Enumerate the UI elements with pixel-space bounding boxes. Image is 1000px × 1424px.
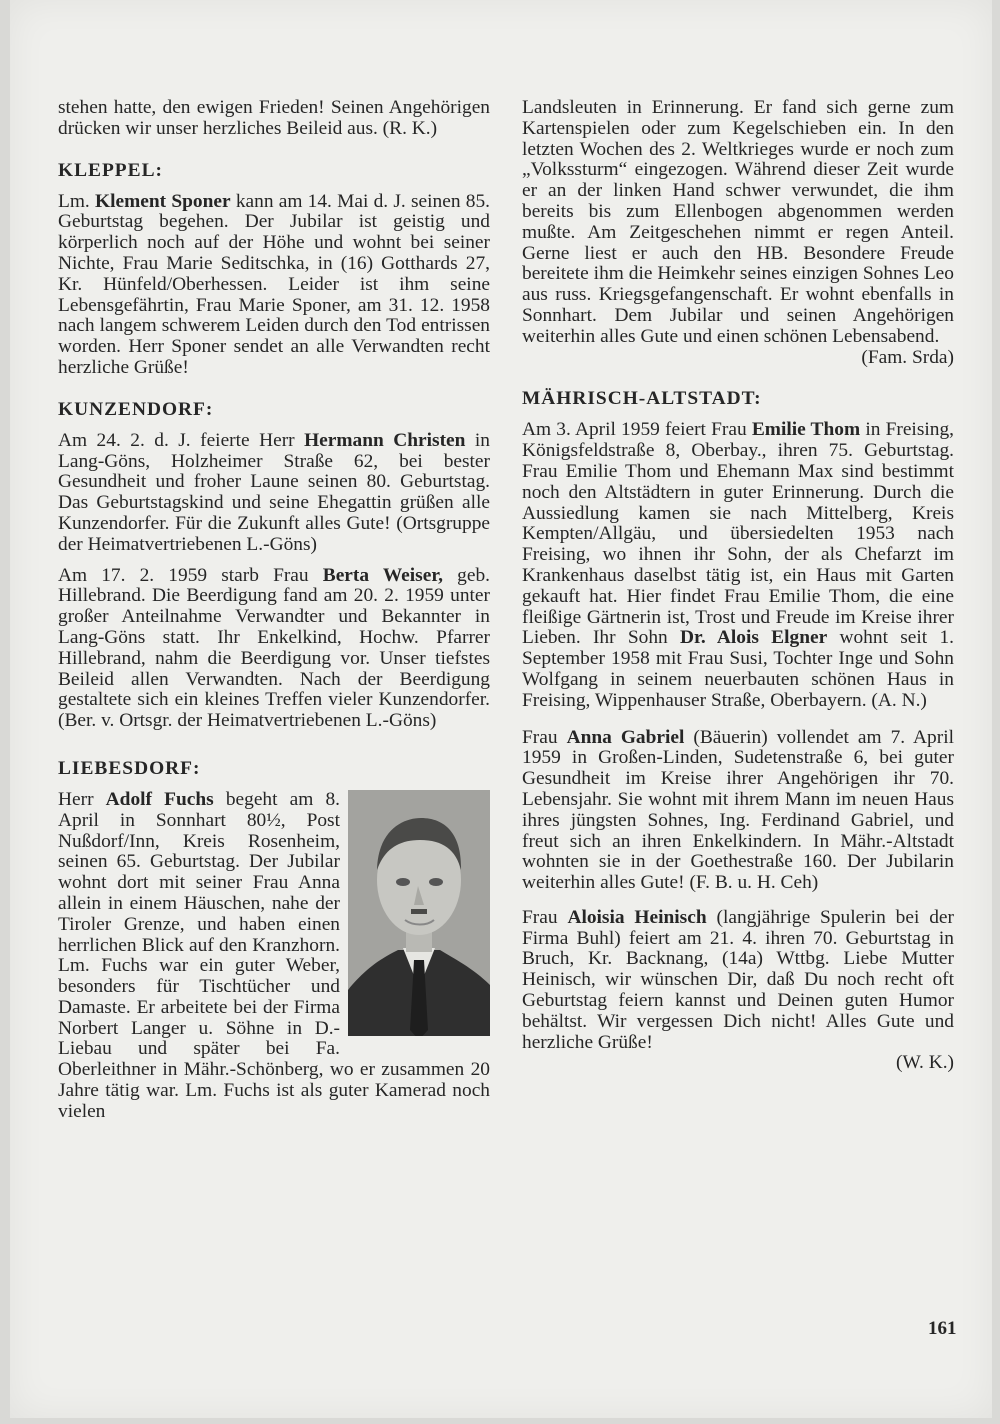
page-number: 161 bbox=[928, 1318, 957, 1339]
right-continued-paragraph: Landsleuten in Erinnerung. Er fand sich gerne zum Kartenspielen oder zum Kegelschieben ein. In den letzten Wochen des 2. Weltkrieges wurde er noch zum „Volkssturm“ eingezogen. Während dieser Zeit wurde er an der linken Hand schwer verwundet, die ihm bereits bis zum Ellenbogen abgenommen werden mußte. Am Zeitgeschehen nimmt er regen Anteil. Gerne liest er auch den HB. Besondere Freude bereitete ihm die Heimkehr seines einzigen Sohnes Leo aus russ. Kriegsgefangenschaft. Er wohnt ebenfalls in Sonnhart. Dem Jubilar und seinen Angehörigen weiterhin alles Gute und einen schönen Lebensabend. bbox=[522, 97, 954, 347]
person-name: Klement Sponer bbox=[95, 190, 231, 212]
kunzendorf-paragraph-2: Am 17. 2. 1959 starb Frau Berta Weiser, geb. Hillebrand. Die Beerdigung fand am 20. 2. 1959 unter großer Anteilnahme Verwandter und Bekannter in Lang-Göns statt. Ihr Enkelkind, Hochw. Pfarrer Hillebrand, nahm die Beerdigung vor. Unser tiefstes Beileid allen Verwandten. Nach der Beerdigung gestaltete sich ein kleines Treffen vieler Kunzendorfer. (Ber. v. Ortsgr. der Heimatvertriebenen L.-Göns) bbox=[58, 564, 490, 732]
person-name: Adolf Fuchs bbox=[105, 788, 214, 810]
maehrisch-paragraph-2: Frau Anna Gabriel (Bäuerin) vollendet am 7. April 1959 in Großen-Linden, Sudetenstraße 6, bei guter Gesundheit im Kreise ihrer Angehörigen ihr 70. Lebensjahr. Sie wohnt mit ihrem Mann im neuen Haus ihres jüngsten Sohnes, Ing. Ferdinand Gabriel, und freut sich an ihren Enkelkindern. In Mähr.-Altstadt wohnten sie in der Goethestraße 160. Der Jubilarin weiterhin alles Gute! (F. B. u. H. Ceh) bbox=[522, 726, 954, 894]
heading-kunzendorf: KUNZENDORF: bbox=[58, 398, 214, 420]
person-name: Emilie Thom bbox=[751, 419, 861, 441]
person-name: Berta Weiser, bbox=[322, 564, 443, 586]
kleppel-paragraph: Lm. Klement Sponer kann am 14. Mai d. J. seinen 85. Geburtstag begehen. Der Jubilar ist geistig und körperlich noch auf der Höhe und wohnt bei seiner Nichte, Frau Marie Seditschka, in (16) Gotthards 27, Kr. Hünfeld/Oberhessen. Leider ist ihm seine Lebensgefährtin, Frau Marie Sponer, am 31. 12. 1958 nach langem schwerem Leiden durch den Tod entrissen worden. Herr Sponer sendet an alle Verwandten recht herzliche Grüße! bbox=[58, 190, 491, 378]
person-name: Hermann Christen bbox=[304, 429, 466, 451]
signature: (Fam. Srda) bbox=[861, 346, 954, 368]
signature: (W. K.) bbox=[896, 1052, 954, 1074]
liebesdorf-paragraph: Herr Adolf Fuchs begeht am 8. April in Sonnhart 80½, Post Nußdorf/Inn, Kreis Rosenheim, seinen 65. Geburtstag. Der Jubilar wohnt dort mit seiner Frau Anna allein in einem Häuschen, nahe der Tiroler Grenze, und haben einen herrlichen Blick auf den Kranzhorn. Lm. Fuchs war ein guter Weber, besonders für Tischtücher und Damaste. Er arbeitete bei der Firma Norbert Langer u. Söhne in D.-Liebau und später bei Fa. Oberleithner in Mähr.-Schönberg, wo er zusammen 20 Jahre tätig war. Lm. Fuchs ist als guter Kamerad noch vielen bbox=[58, 788, 490, 1122]
person-name: Dr. Alois Elgner bbox=[680, 627, 828, 649]
heading-maehrisch-altstadt: MÄHRISCH-ALTSTADT: bbox=[522, 388, 762, 410]
portrait-photo bbox=[348, 790, 490, 1036]
page bbox=[10, 0, 992, 1418]
maehrisch-paragraph-3: Frau Aloisia Heinisch (langjährige Spulerin bei der Firma Buhl) feiert am 21. 4. ihren 70. Geburtstag in Bruch, Kr. Backnang, (14a) Wttbg. Liebe Mutter Heinisch, wir wünschen Dir, daß Du noch recht oft Geburtstag feiern kannst und Deinen guten Humor behältst. Wir vergessen Dich nicht! Alles Gute und herzliche Grüße! bbox=[522, 906, 954, 1053]
heading-liebesdorf: LIEBESDORF: bbox=[58, 757, 201, 779]
person-name: Anna Gabriel bbox=[566, 726, 685, 748]
maehrisch-paragraph-1: Am 3. April 1959 feiert Frau Emilie Thom in Freising, Königsfeldstraße 8, Oberbay., ihren 75. Geburtstag. Frau Emilie Thom und Ehemann Max sind bestimmt noch den Altstädtern in guter Erinnerung. Durch die Aussiedlung kamen sie nach Mittelberg, Kreis Kempten/Allgäu, und übersiedelten 1953 nach Freising, wo ihnen ihr Sohn, der als Chefarzt im Krankenhaus daselbst tätig ist, ein Haus mit Garten gekauft hat. Hier findet Frau Emilie Thom, die eine fleißige Gärtnerin ist, Trost und Freude im Kreise ihrer Lieben. Ihr Sohn Dr. Alois Elgner wohnt seit 1. September 1958 mit Frau Susi, Tochter Inge und Sohn Wolfgang in seinem neuerbauten schönen Haus in Freising, Wippenhauser Straße, Oberbayern. (A. N.) bbox=[522, 419, 954, 711]
left-column bbox=[58, 98, 490, 1133]
heading-kleppel: KLEPPEL: bbox=[58, 159, 163, 181]
kunzendorf-paragraph-1: Am 24. 2. d. J. feierte Herr Hermann Christen in Lang-Göns, Holzheimer Straße 62, bei bester Gesundheit und froher Laune seinen 80. Geburtstag. Das Geburtstagskind und seine Ehegattin grüßen alle Kunzendorfer. Für die Zukunft alles Gute! (Ortsgruppe der Heimatvertriebenen L.-Göns) bbox=[58, 429, 490, 555]
right-column bbox=[522, 98, 954, 1084]
person-name: Aloisia Heinisch bbox=[567, 906, 707, 928]
left-continued-paragraph: stehen hatte, den ewigen Frieden! Seinen Angehörigen drücken wir unser herzliches Beileid aus. (R. K.) bbox=[58, 97, 490, 139]
